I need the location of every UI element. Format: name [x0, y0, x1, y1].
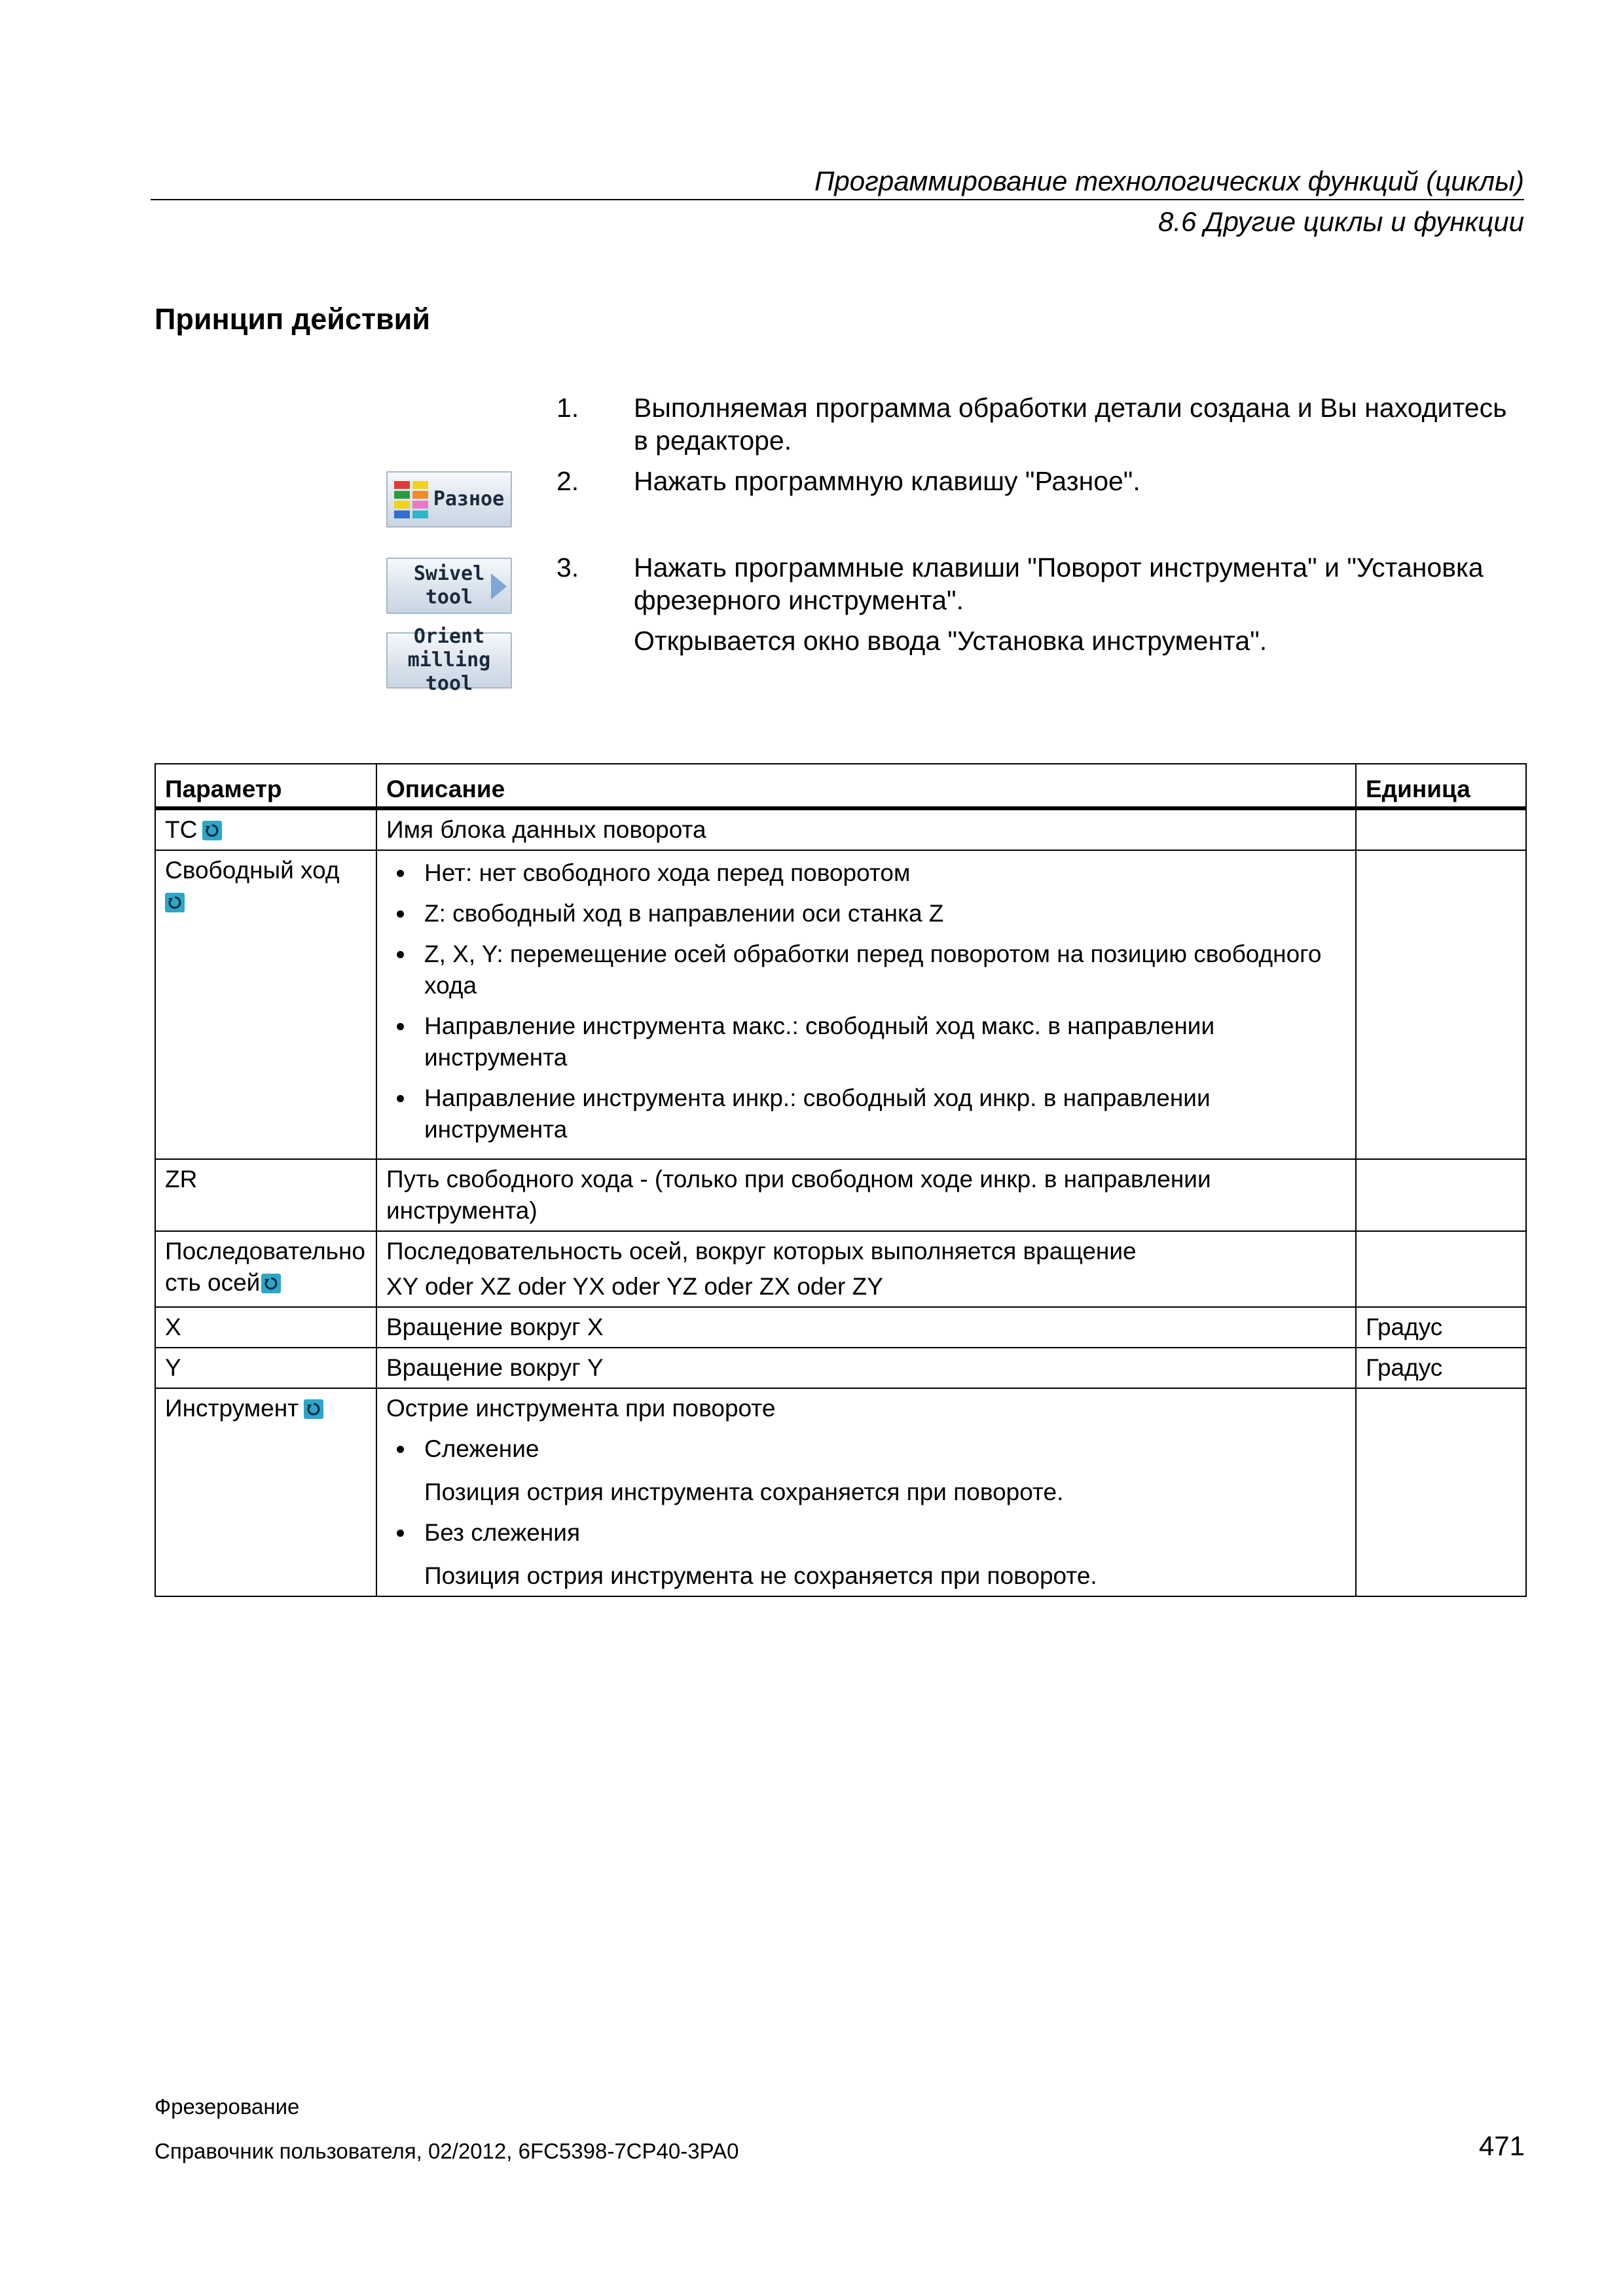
- table-row: [155, 1348, 1526, 1388]
- softkey-label: Swivel tool: [413, 562, 485, 609]
- page-number: 471: [1478, 2130, 1525, 2161]
- unit-cell: [1356, 808, 1526, 850]
- param-cell: ZR: [155, 1159, 376, 1231]
- toggle-icon: [304, 1399, 323, 1419]
- table-row: [155, 808, 1526, 850]
- desc-cell: Имя блока данных поворота: [376, 808, 1356, 850]
- footer-product: Фрезерование: [155, 2094, 300, 2119]
- list-item: Направление инструмента инкр.: свободный ход инкр. в направлении инструмента: [386, 1083, 1346, 1145]
- table-row: [155, 850, 1526, 1159]
- param-cell: [155, 1388, 376, 1596]
- table-row: [155, 1231, 1526, 1307]
- swivel-tool-softkey[interactable]: [386, 558, 512, 614]
- softkey-label: Разное: [433, 488, 505, 511]
- option-note: Позиция острия инструмента не сохраняется при повороте.: [424, 1562, 1097, 1589]
- param-name: Инструмент: [165, 1395, 299, 1422]
- header-parameter: Параметр: [155, 764, 376, 808]
- table-header-row: [155, 764, 1526, 808]
- list-item: Слежение: [386, 1433, 1346, 1465]
- param-cell: [155, 850, 376, 1159]
- parameter-table: [155, 763, 1527, 1597]
- table-row: [155, 1159, 1526, 1231]
- desc-cell: Вращение вокруг Y: [376, 1348, 1356, 1388]
- header-description: Описание: [376, 764, 1356, 808]
- list-item: Направление инструмента макс.: свободный ход макс. в направлении инструмента: [386, 1011, 1346, 1073]
- param-name: TC: [165, 816, 198, 843]
- unit-cell: [1356, 1159, 1526, 1231]
- table-row: [155, 1307, 1526, 1348]
- param-name: Последовательность осей: [165, 1238, 365, 1296]
- option-note: Позиция острия инструмента сохраняется при повороте.: [424, 1479, 1064, 1505]
- unit-cell: [1356, 850, 1526, 1159]
- list-item: Без слежения: [386, 1517, 1346, 1549]
- footer-document-id: Справочник пользователя, 02/2012, 6FC5398-7CP40-3PA0: [155, 2139, 739, 2163]
- step-text: Открывается окно ввода "Установка инструмента".: [634, 626, 1267, 656]
- param-cell: Y: [155, 1348, 376, 1388]
- unit-cell: [1356, 1231, 1526, 1307]
- desc-text: Последовательность осей, вокруг которых выполняется вращение: [386, 1238, 1137, 1265]
- toggle-icon: [165, 893, 185, 912]
- section-title: Принцип действий: [155, 302, 430, 336]
- desc-cell: [376, 1388, 1356, 1596]
- param-cell: [155, 1231, 376, 1307]
- header-unit: Единица: [1356, 764, 1526, 808]
- list-item: Z, X, Y: перемещение осей обработки перед поворотом на позицию свободного хода: [386, 939, 1346, 1001]
- step-text: Нажать программные клавиши "Поворот инструмента" и "Установка фрезерного инструмента".: [634, 552, 1484, 615]
- param-cell: [155, 808, 376, 850]
- tool-options-list: [386, 1517, 1346, 1549]
- step-number: 3.: [556, 552, 579, 583]
- retract-options-list: [386, 857, 1346, 1145]
- unit-cell: Градус: [1356, 1348, 1526, 1388]
- desc-cell: [376, 1231, 1356, 1307]
- list-item: Z: свободный ход в направлении оси станка Z: [386, 898, 1346, 929]
- axis-sequence-options: XY oder XZ oder YX oder YZ oder ZX oder ZY: [386, 1273, 883, 1300]
- step-text: Выполняемая программа обработки детали создана и Вы находитесь в редакторе.: [634, 393, 1507, 456]
- desc-text: Острие инструмента при повороте: [386, 1395, 776, 1422]
- running-header-section: 8.6 Другие циклы и функции: [1158, 206, 1524, 237]
- toggle-icon: [261, 1274, 281, 1293]
- misc-softkey[interactable]: [386, 471, 512, 528]
- header-rule: [151, 199, 1524, 200]
- param-cell: X: [155, 1307, 376, 1348]
- desc-cell: Вращение вокруг X: [376, 1307, 1356, 1348]
- step-number: 2.: [556, 466, 579, 496]
- arrow-right-icon: [491, 573, 507, 600]
- tool-options-list: [386, 1433, 1346, 1465]
- desc-cell: Путь свободного хода - (только при свободном ходе инкр. в направлении инструмента): [376, 1159, 1356, 1231]
- table-row: [155, 1388, 1526, 1596]
- unit-cell: Градус: [1356, 1307, 1526, 1348]
- color-grid-icon: [394, 481, 428, 518]
- desc-cell: [376, 850, 1356, 1159]
- unit-cell: [1356, 1388, 1526, 1596]
- param-name: Свободный ход: [165, 857, 340, 884]
- list-item: Нет: нет свободного хода перед поворотом: [386, 857, 1346, 889]
- step-number: 1.: [556, 393, 579, 423]
- running-header-chapter: Программирование технологических функций (циклы): [814, 166, 1524, 196]
- orient-milling-tool-softkey[interactable]: [386, 625, 512, 695]
- softkey-label: Orient milling tool: [407, 625, 491, 695]
- toggle-icon: [202, 821, 222, 840]
- step-text: Нажать программную клавишу "Разное".: [634, 466, 1140, 496]
